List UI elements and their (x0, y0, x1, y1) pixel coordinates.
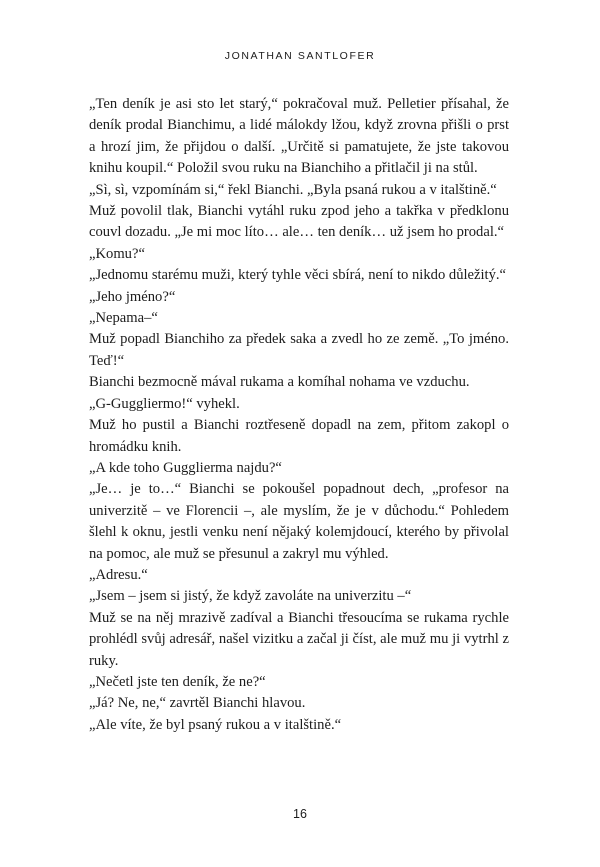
paragraph: Muž ho pustil a Bianchi roztřeseně dopadl na zem, přitom zakopl o hromádku knih. (89, 417, 509, 455)
paragraph: „G-Guggliermo!“ vyhekl. (89, 395, 240, 412)
running-head: JONATHAN SANTLOFER (224, 50, 376, 62)
paragraph: „Já? Ne, ne,“ zavrtěl Bianchi hlavou. (89, 695, 306, 712)
paragraph: Muž povolil tlak, Bianchi vytáhl ruku zpod jeho a takřka v předklonu couvl dozadu. „Je mi moc líto… ale… ten deník… už jsem ho prodal.“ (89, 203, 509, 241)
paragraph: „Nečetl jste ten deník, že ne?“ (89, 673, 266, 690)
paragraph: „Komu?“ (89, 245, 145, 262)
paragraph: „Ale víte, že byl psaný rukou a v italštině.“ (89, 716, 342, 733)
page-number: 16 (293, 807, 307, 821)
paragraph: „Adresu.“ (89, 566, 148, 583)
paragraph: „Jednomu starému muži, který tyhle věci sbírá, není to nikdo důležitý.“ (89, 267, 507, 284)
body-text (89, 94, 509, 736)
paragraph: „A kde toho Guggliermа najdu?“ (89, 459, 282, 476)
paragraph: Muž se na něj mrazivě zadíval a Bianchi třesoucíma se rukama rychle prohlédl svůj adresář, našel vizitku a začal ji číst, ale muž mu ji vytrhl z ruky. (89, 609, 509, 669)
paragraph: Bianchi bezmocně mával rukama a komíhal nohama ve vzduchu. (89, 374, 470, 391)
paragraph: „Ten deník je asi sto let starý,“ pokračoval muž. Pelletier přísahal, že deník prodal Bianchimu, a lidé málokdy lžou, když zrovna přišli o prst a hrozí jim, že přijdou o další. „Určitě si pamatujete, že jste takovou knihu koupil.“ Položil svou ruku na Bianchiho a přitlačil ji na stůl. (89, 96, 509, 177)
paragraph: „Jeho jméno?“ (89, 288, 176, 305)
paragraph: „Nepama–“ (89, 310, 158, 327)
paragraph: Muž popadl Bianchiho za předek saka a zvedl ho ze země. „To jméno. Teď!“ (89, 331, 509, 369)
paragraph: „Jsem – jsem si jistý, že když zavoláte na univerzitu –“ (89, 588, 412, 605)
paragraph: „Je… je to…“ Bianchi se pokoušel popadnout dech, „profesor na univerzitě – ve Florencii –, ale myslím, že je v důchodu.“ Pohledem šlehl k oknu, jestli venku není nějaký kolemjdoucí, kterého by přivolal na pomoc, ale muž se přesunul a zakryl mu výhled. (89, 481, 509, 562)
paragraph: „Sì, sì, vzpomínám si,“ řekl Bianchi. „Byla psaná rukou a v italštině.“ (89, 181, 497, 198)
